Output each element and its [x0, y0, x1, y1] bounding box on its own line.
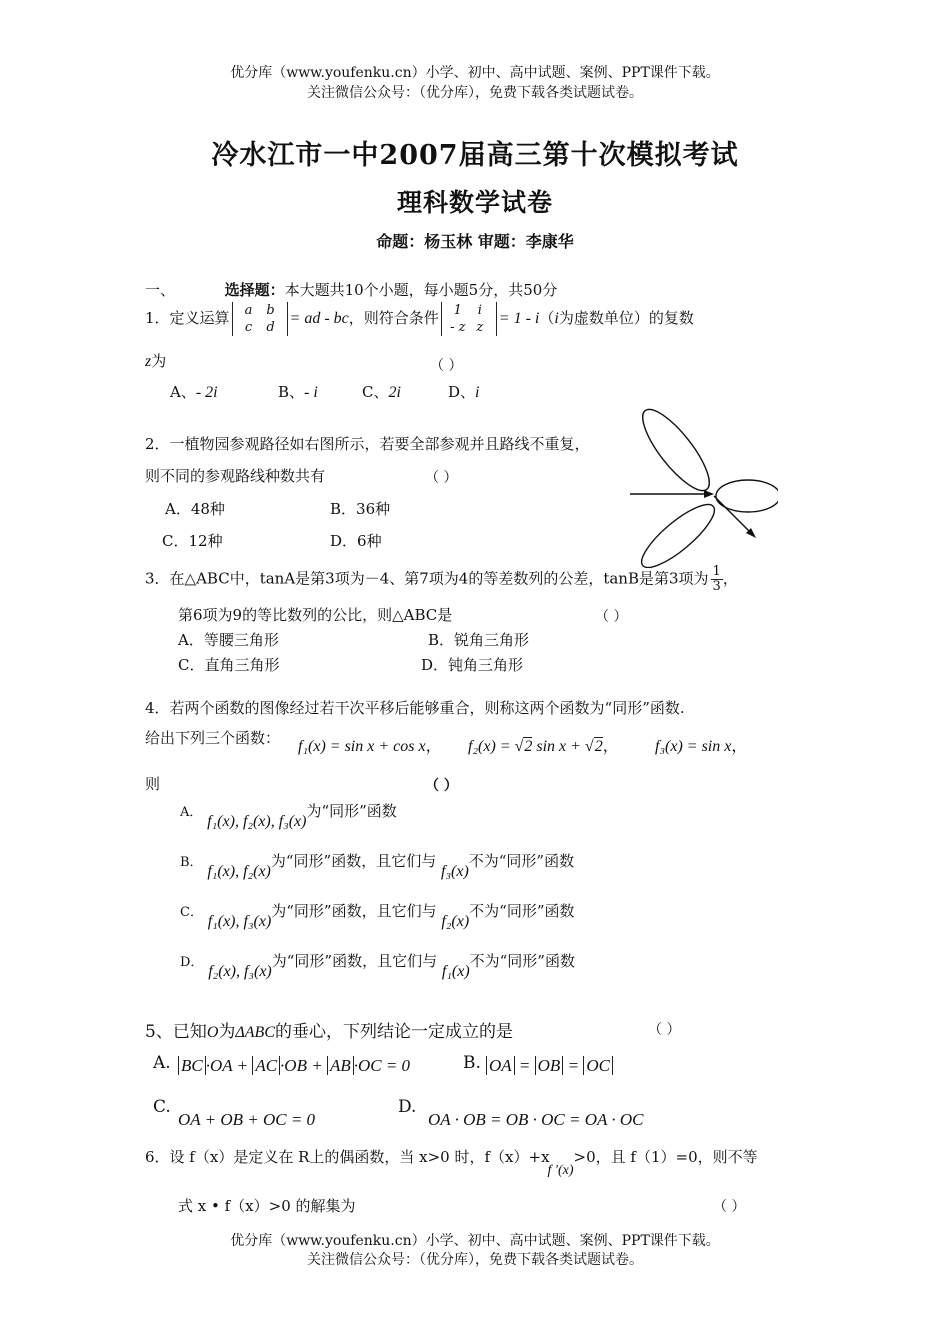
q3-option-b: B．锐角三角形: [428, 631, 530, 649]
header-line-2: 关注微信公众号：（优分库），免费下载各类试题试卷。: [307, 85, 643, 101]
q1-imaginary-unit: i: [554, 310, 559, 327]
section-number: 一、: [145, 281, 176, 299]
exit-path: [714, 496, 754, 536]
q2-option-b: B．36种: [330, 500, 391, 518]
entry-arrow-icon: [704, 490, 714, 498]
q5-option-b-label: B.: [463, 1053, 481, 1073]
question-3-line-1: [145, 565, 738, 594]
footer-line-1: 优分库（www.youfenku.cn）小学、初中、高中试题、案例、PPT课件下载。: [230, 1233, 720, 1249]
q4-function-f3: f₃(x) = sin x，: [655, 738, 748, 755]
q5-option-a-expr: BC ·OA + AC ·OB + AB ·OC = 0: [178, 1056, 410, 1076]
question-6-line-2: 式 x • f（x）>0 的解集为: [178, 1197, 356, 1215]
header-line-1: 优分库（www.youfenku.cn）小学、初中、高中试题、案例、PPT课件下载。: [230, 65, 720, 81]
bottom-petal: [634, 496, 722, 568]
q5-option-c-expr: OA + OB + OC = 0: [178, 1110, 316, 1129]
question-2-line-2: 则不同的参观路线种数共有: [145, 467, 326, 485]
q3-fraction: $\frac{1}{3}$: [712, 564, 721, 594]
q5-option-c-label: C.: [153, 1097, 171, 1117]
q1-z: z: [145, 353, 152, 370]
garden-path-figure: [628, 408, 778, 568]
q4-then: 则: [145, 775, 161, 793]
question-1-line-2: [145, 350, 166, 371]
q2-option-c: C．12种: [162, 532, 223, 550]
exam-subtitle: 理科数学试卷: [396, 188, 553, 217]
question-2-line-1: 2．一植物园参观路径如右图所示，若要全部参观并且路线不重复，: [145, 435, 590, 453]
question-4-line-1: 4．若两个函数的图像经过若干次平移后能够重合，则称这两个函数为“同形”函数.: [145, 699, 685, 717]
q2-option-a: A．48种: [165, 500, 225, 518]
authors-line: 命题：杨玉林 审题：李康华: [376, 232, 574, 251]
exam-title: 冷水江市一中2007届高三第十次模拟考试: [211, 140, 739, 171]
q3-option-a: A．等腰三角形: [178, 631, 279, 649]
q1-prefix: 1．定义运算: [145, 309, 230, 327]
section-description: 本大题共10个小题，每小题5分，共50分: [284, 281, 558, 299]
q4-function-f1: f₁(x) = sin x + cos x，: [298, 738, 442, 755]
q1-middle-text: ，则符合条件: [348, 309, 439, 327]
question-5-stem: 5、已知O为ΔABC的垂心，下列结论一定成立的是: [145, 1022, 513, 1042]
q5-option-b-expr: OA = OB = OC: [486, 1056, 613, 1076]
q3-option-d: D．钝角三角形: [421, 656, 524, 674]
section-heading: [145, 279, 557, 300]
q1-option-b: B、- i: [278, 383, 318, 401]
q1-determinant-1: a b c d: [232, 302, 288, 336]
q1-answer-paren: （ ）: [430, 358, 463, 374]
q3-comma: ，: [722, 569, 738, 588]
q4-option-b: B． f₁(x), f₂(x)为“同形”函数，且它们与 f₃(x)不为“同形”函数: [180, 852, 575, 880]
q3-answer-paren: （ ）: [595, 609, 628, 625]
q1-option-a: A、- 2i: [170, 383, 218, 401]
q4-answer-paren: （ ）: [425, 778, 458, 794]
q5-option-d-label: D.: [398, 1097, 417, 1117]
q1-definition: = ad - bc: [289, 310, 349, 327]
q1-z-suffix: 为: [151, 352, 167, 370]
q1-option-c: C、2i: [362, 383, 401, 401]
question-6-line-1: 6．设 f（x）是定义在 R上的偶函数，当 x>0 时，f（x）+xf ′(x)>0，且 f（1）=0，则不等: [145, 1148, 758, 1178]
q1-paren-open: （: [539, 309, 555, 327]
section-label: 选择题：: [224, 281, 285, 299]
top-petal: [633, 408, 720, 499]
q5-option-d-expr: OA · OB = OB · OC = OA · OC: [428, 1110, 644, 1129]
question-3-line-2: 第6项为9的等比数列的公比，则△ABC是: [178, 606, 453, 624]
question-4-line-2: 给出下列三个函数：: [145, 729, 281, 747]
q1-determinant-2: 1 i - z z: [441, 302, 497, 336]
q1-note: 为虚数单位）的复数: [558, 309, 694, 327]
q2-option-d: D．6种: [330, 532, 382, 550]
question-1-line-1: [145, 302, 694, 336]
q1-condition: = 1 - i: [498, 310, 540, 327]
q4-option-a: A． f₁(x), f₂(x), f₃(x)为“同形”函数: [180, 802, 397, 830]
q4-option-d: D． f₂(x), f₃(x)为“同形”函数，且它们与 f₁(x)不为“同形”函数: [180, 952, 575, 980]
footer-line-2: 关注微信公众号：（优分库），免费下载各类试题试卷。: [307, 1252, 643, 1268]
q4-option-c: C． f₁(x), f₃(x)为“同形”函数，且它们与 f₂(x)不为“同形”函数: [180, 902, 575, 930]
q2-answer-paren: （ ）: [425, 470, 458, 486]
q4-function-f2: f₂(x) = √2 sin x + √2，: [468, 738, 619, 755]
q6-answer-paren: （ ）: [713, 1199, 746, 1215]
q5-option-a-label: A.: [153, 1053, 171, 1073]
q3-option-c: C．直角三角形: [178, 656, 280, 674]
q3-text: 3．在△ABC中，tanA是第3项为－4、第7项为4的等差数列的公差，tanB是第3项为: [145, 569, 709, 588]
q5-answer-paren: （ ）: [648, 1022, 681, 1038]
q1-option-d: D、i: [448, 383, 480, 401]
